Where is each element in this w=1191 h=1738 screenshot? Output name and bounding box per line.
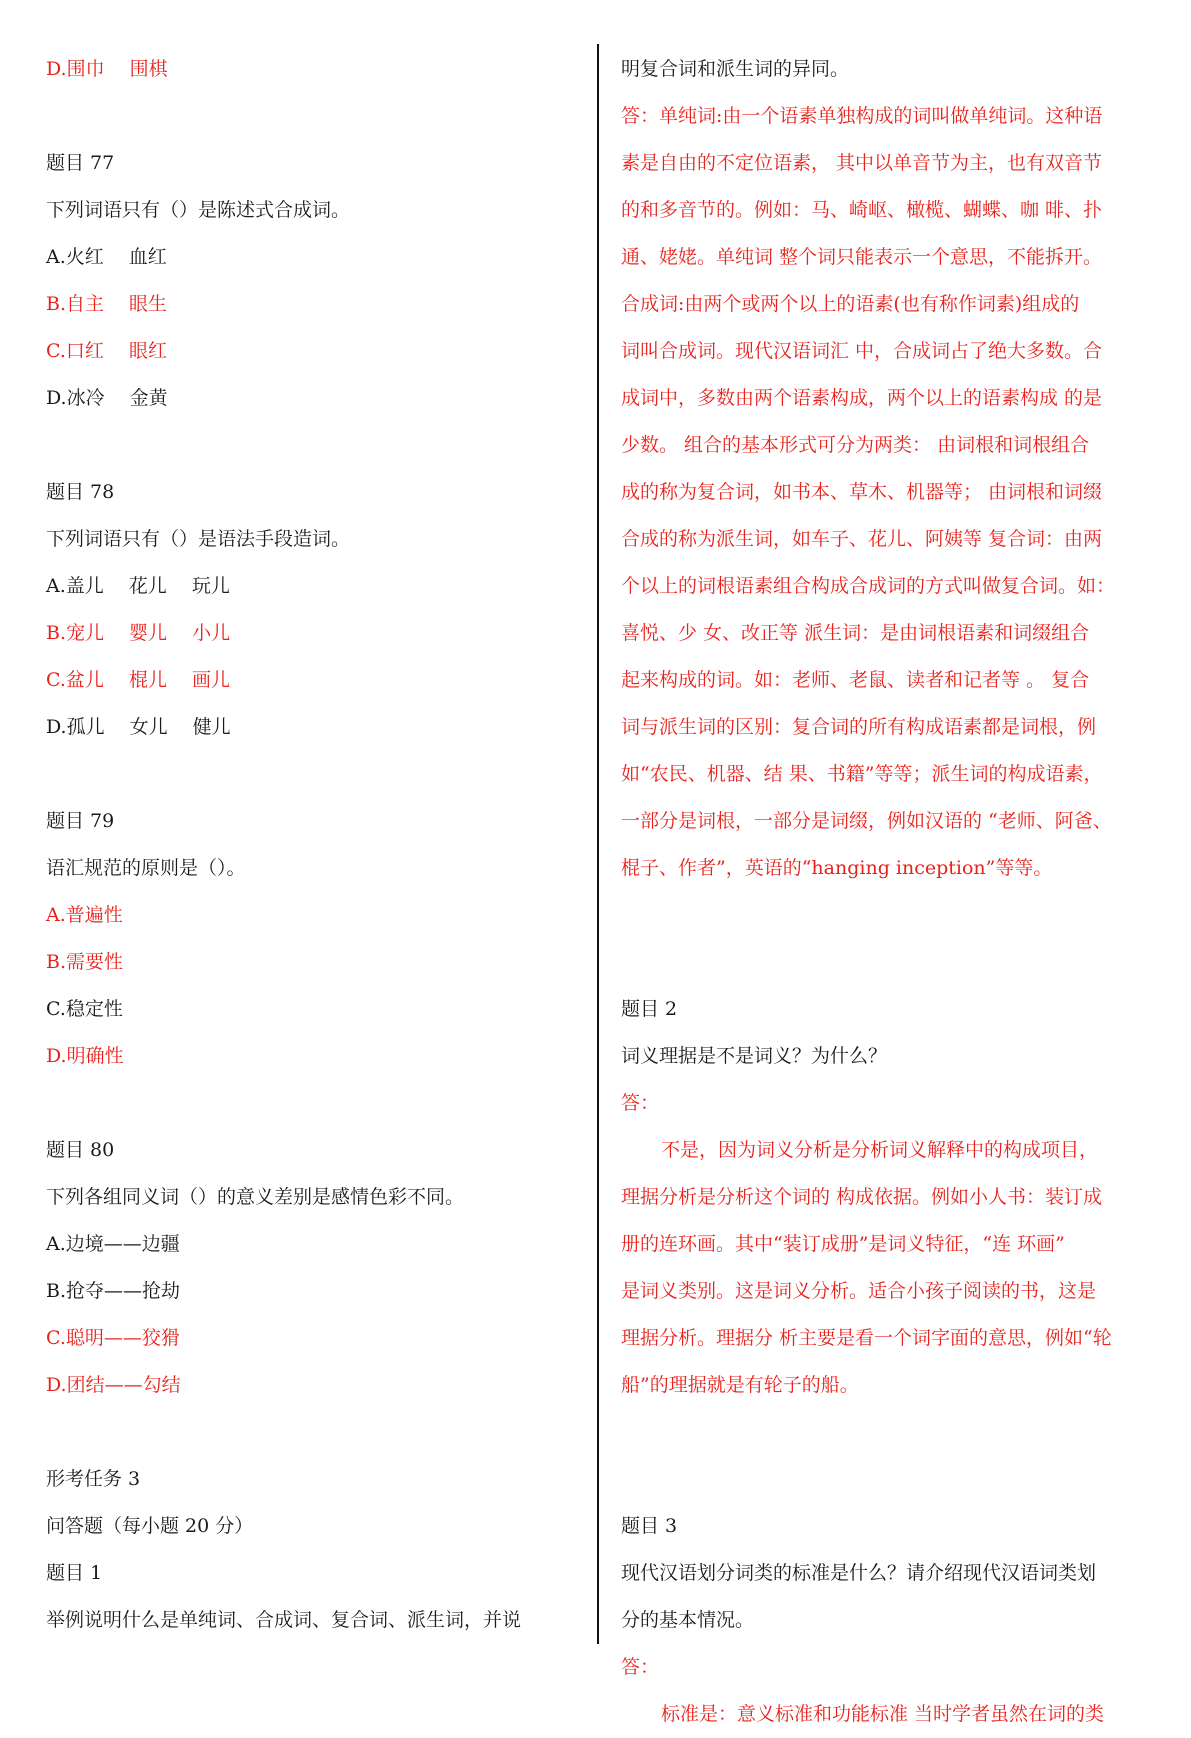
q79-option-b: B.需要性: [46, 951, 124, 973]
essay-q1-answer-line: 少数。 组合的基本形式可分为两类： 由词根和词根组合: [621, 434, 1090, 456]
q78-prompt: 下列词语只有（）是语法手段造词。: [46, 528, 351, 550]
essay-q1-answer-line: 个以上的词根语素组合构成合成词的方式叫做复合词。如：: [621, 575, 1116, 597]
essay-q1-answer-line: 成词中，多数由两个语素构成，两个以上的语素构成 的是: [621, 387, 1103, 409]
essay-q1-answer: [621, 93, 1151, 892]
q77-option-a: A.火红 血红: [46, 246, 167, 268]
q80-title: 题目 80: [46, 1139, 115, 1161]
essay-q1-prompt-start: 举例说明什么是单纯词、合成词、复合词、派生词，并说: [46, 1609, 522, 1631]
essay-q1-answer-line: 成的称为复合词，如书本、草木、机器等； 由词根和词缀: [621, 481, 1103, 503]
q77-title: 题目 77: [46, 152, 115, 174]
essay-q1-answer-line: 如“农民、机器、结 果、书籍”等等；派生词的构成语素，: [621, 763, 1103, 785]
q79-prompt: 语汇规范的原则是（）。: [46, 857, 246, 879]
q77-option-c: C.口红 眼红: [46, 340, 167, 362]
q77-option-d: D.冰冷 金黄: [46, 387, 168, 409]
essay-q3-prompt-line: 分的基本情况。: [621, 1609, 755, 1631]
essay-q2-answer-label: 答：: [621, 1092, 660, 1114]
essay-q2-prompt: 词义理据是不是词义？为什么？: [621, 1045, 888, 1067]
q78-option-a: A.盖儿 花儿 玩儿: [46, 575, 230, 597]
q79-option-a: A.普遍性: [46, 904, 123, 926]
essay-q1-answer-line: 合成的称为派生词，如车子、花儿、阿姨等 复合词：由两: [621, 528, 1103, 550]
q79-title: 题目 79: [46, 810, 115, 832]
essay-q1-answer-line: 喜悦、少 女、改正等 派生词：是由词根语素和词缀组合: [621, 622, 1090, 644]
essay-q3-title: 题目 3: [621, 1515, 678, 1537]
essay-q2-answer-line: 理据分析。理据分 析主要是看一个词字面的意思，例如“轮: [621, 1327, 1112, 1349]
essay-q2-answer-line: 不是，因为词义分析是分析词义解释中的构成项目，: [661, 1139, 1099, 1161]
essay-q2-answer-line: 理据分析是分析这个词的 构成依据。例如小人书：装订成: [621, 1186, 1103, 1208]
q78-option-c: C.盆儿 棍儿 画儿: [46, 669, 230, 691]
essay-q3-prompt-line: 现代汉语划分词类的标准是什么？请介绍现代汉语词类划: [621, 1562, 1097, 1584]
essay-q1-prompt-end: 明复合词和派生词的异同。: [621, 58, 850, 80]
q78-title: 题目 78: [46, 481, 115, 503]
essay-q2-answer: [621, 1127, 1151, 1409]
essay-q1-answer-line: 的和多音节的。例如：马、崎岖、橄榄、蝴蝶、咖 啡、扑: [621, 199, 1103, 221]
essay-q3-answer-start: 标准是：意义标准和功能标准 当时学者虽然在词的类: [661, 1703, 1105, 1725]
q80-option-a: A.边境——边疆: [46, 1233, 180, 1255]
essay-q1-answer-line: 词与派生词的区别：复合词的所有构成语素都是词根，例: [621, 716, 1097, 738]
q80-prompt: 下列各组同义词（）的意义差别是感情色彩不同。: [46, 1186, 465, 1208]
q77-prompt: 下列词语只有（）是陈述式合成词。: [46, 199, 351, 221]
essay-q2-title: 题目 2: [621, 998, 678, 1020]
essay-q3-answer-label: 答：: [621, 1656, 660, 1678]
section-heading: 问答题（每小题 20 分）: [46, 1515, 254, 1537]
essay-q1-answer-line: 词叫合成词。现代汉语词汇 中，合成词占了绝大多数。合: [621, 340, 1103, 362]
q77-option-b: B.自主 眼生: [46, 293, 168, 315]
essay-q1-answer-line: 通、姥姥。单纯词 整个词只能表示一个意思，不能拆开。: [621, 246, 1103, 268]
essay-q1-answer-line: 棍子、作者”，英语的“hanging inception”等等。: [621, 857, 1053, 879]
q79-option-c: C.稳定性: [46, 998, 123, 1020]
q79-option-d: D.明确性: [46, 1045, 124, 1067]
essay-q1-title: 题目 1: [46, 1562, 103, 1584]
essay-q1-answer-line: 合成词:由两个或两个以上的语素(也有称作词素)组成的: [621, 293, 1080, 315]
essay-q3-prompt: [621, 1550, 1151, 1644]
q78-option-b: B.宠儿 婴儿 小儿: [46, 622, 231, 644]
column-divider: [597, 44, 599, 1644]
q76-option-d: D.围巾 围棋: [46, 58, 168, 80]
essay-q2-answer-line: 船”的理据就是有轮子的船。: [621, 1374, 859, 1396]
q80-option-b: B.抢夺——抢劫: [46, 1280, 181, 1302]
essay-q1-answer-line: 素是自由的不定位语素， 其中以单音节为主，也有双音节: [621, 152, 1103, 174]
q80-option-c: C.聪明——狡猾: [46, 1327, 180, 1349]
essay-q1-answer-line: 一部分是词根，一部分是词缀，例如汉语的 “老师、阿爸、: [621, 810, 1112, 832]
essay-q2-answer-line: 册的连环画。其中“装订成册”是词义特征，“连 环画”: [621, 1233, 1065, 1255]
q80-option-d: D.团结——勾结: [46, 1374, 181, 1396]
essay-q1-answer-line: 起来构成的词。如：老师、老鼠、读者和记者等 。 复合: [621, 669, 1090, 691]
essay-q2-answer-line: 是词义类别。这是词义分析。适合小孩子阅读的书，这是: [621, 1280, 1097, 1302]
right-column: [621, 46, 1151, 1738]
q78-option-d: D.孤儿 女儿 健儿: [46, 716, 231, 738]
left-column: [46, 46, 576, 1644]
task-heading: 形考任务 3: [46, 1468, 141, 1490]
essay-q1-answer-line: 答：单纯词:由一个语素单独构成的词叫做单纯词。这种语: [621, 105, 1103, 127]
